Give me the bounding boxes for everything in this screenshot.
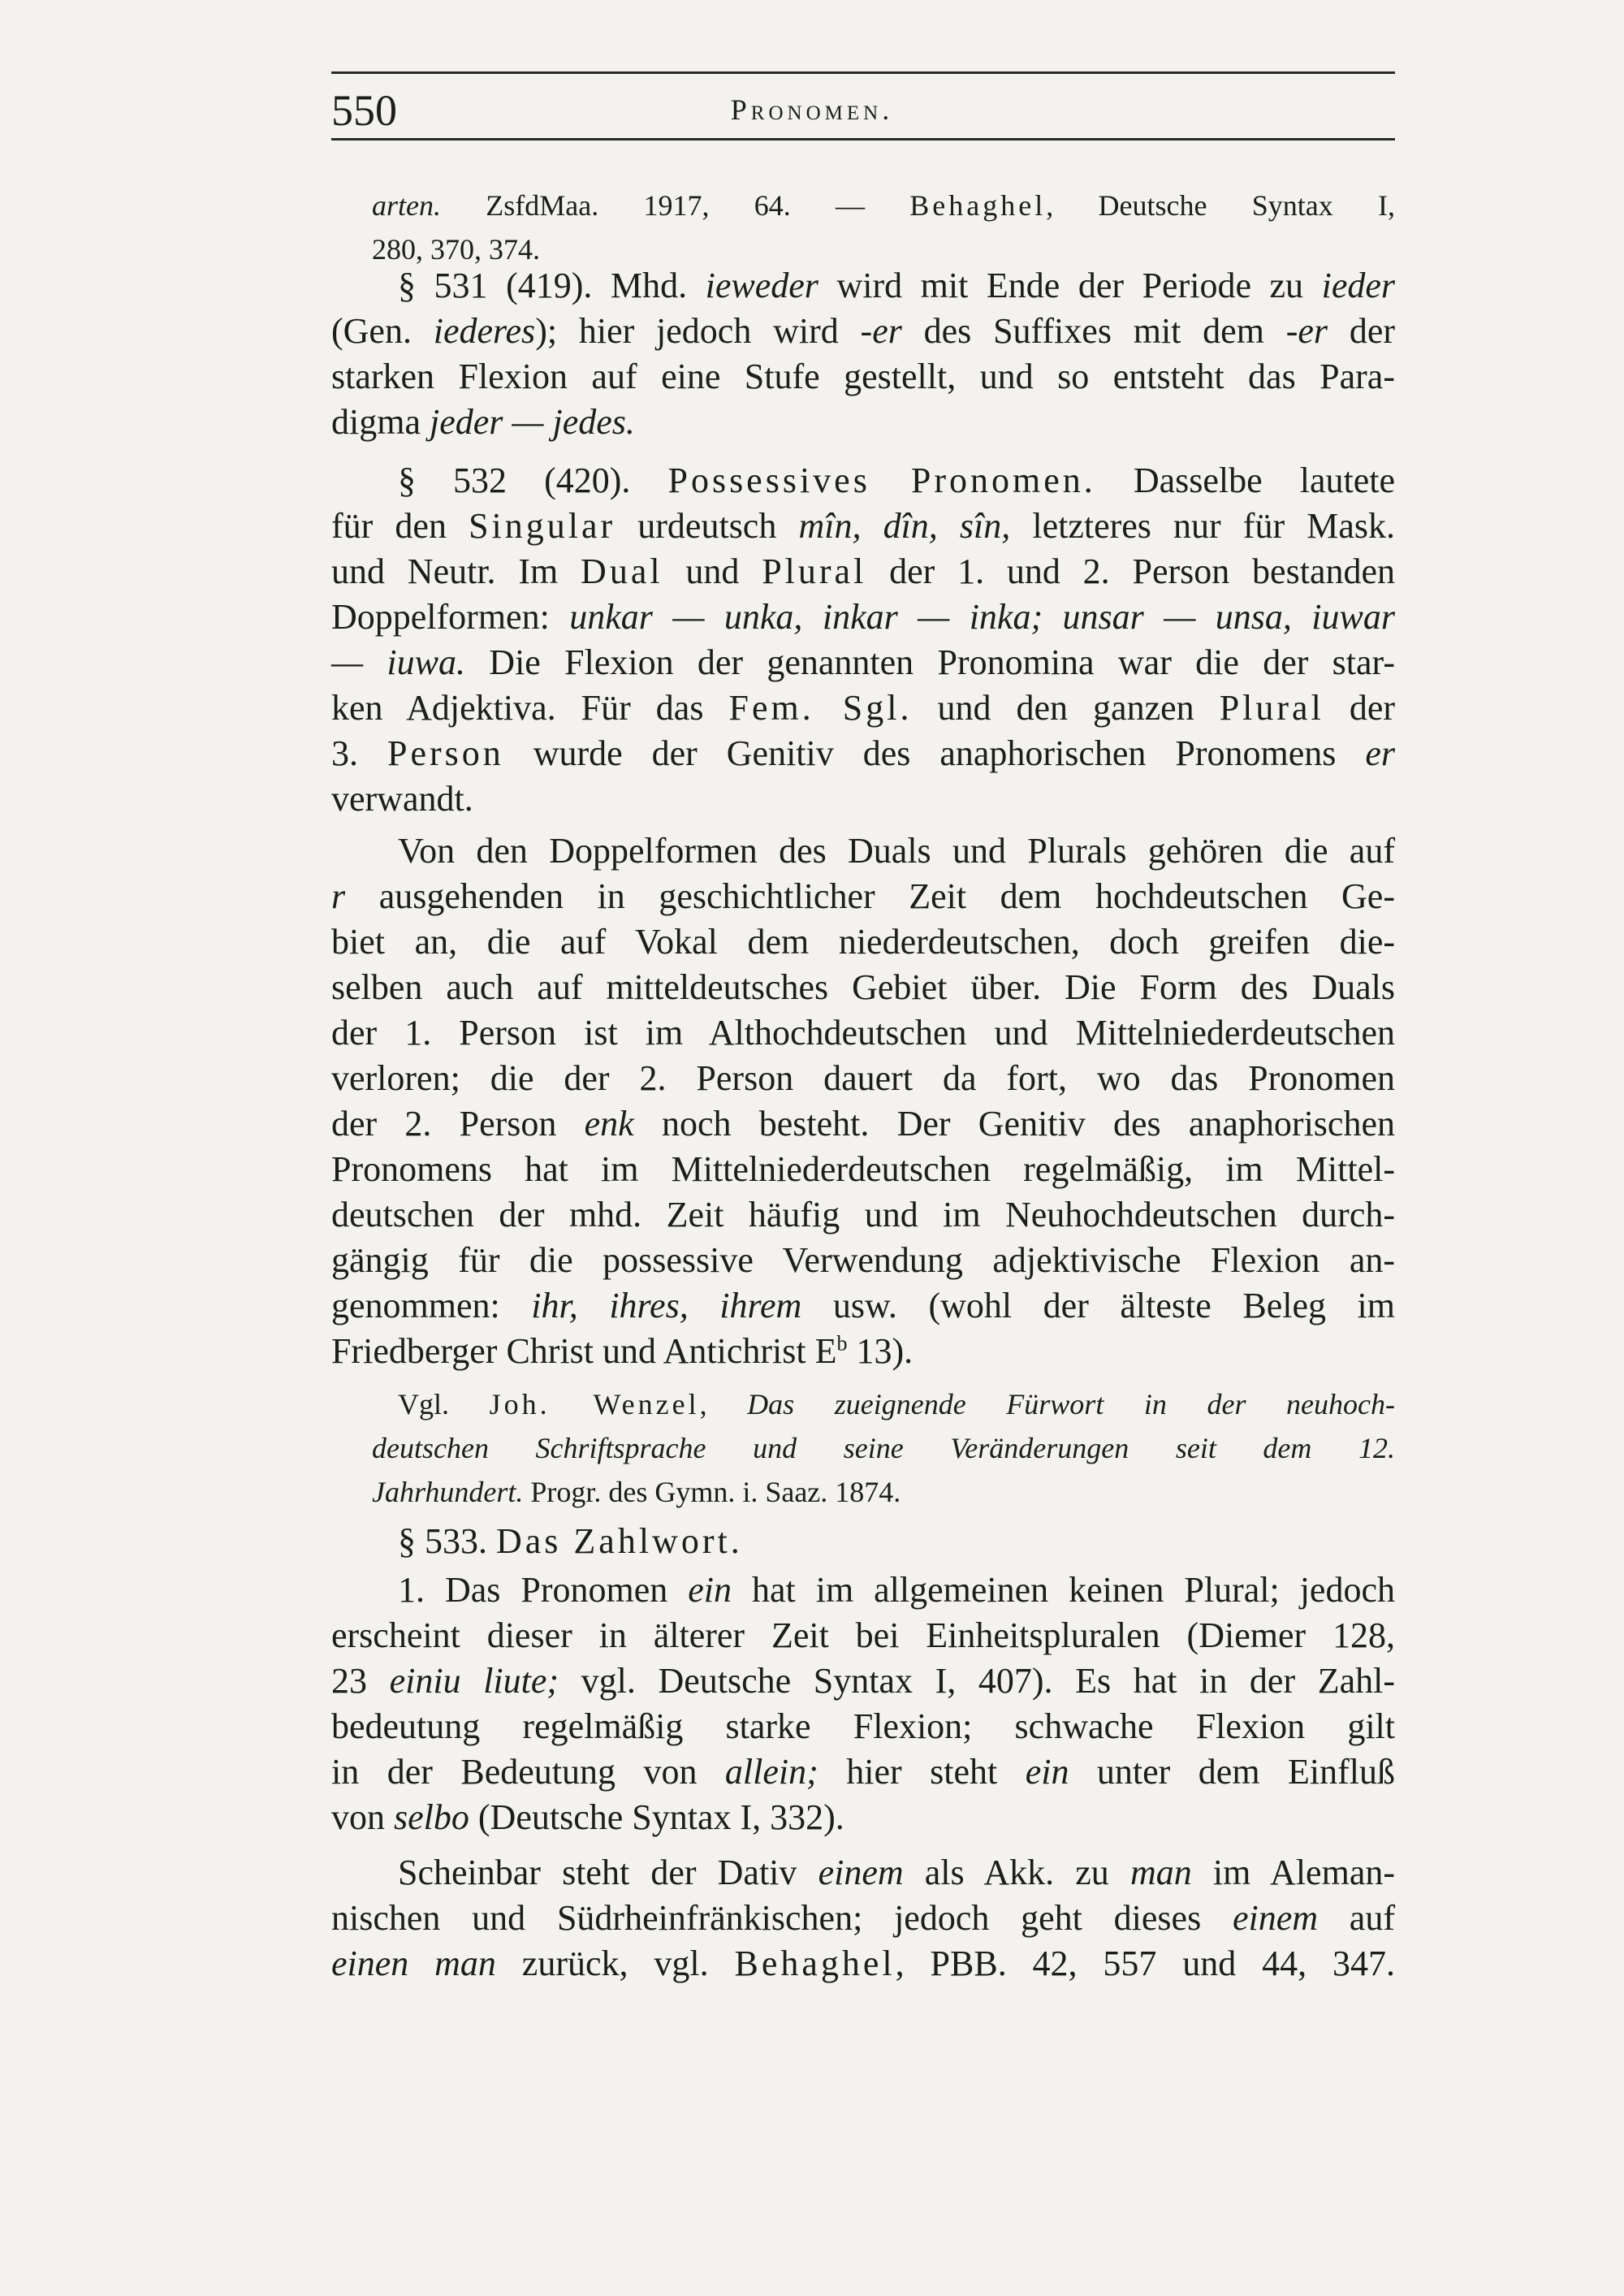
text-line: ken Adjektiva. Für das Fem. Sgl. und den ganzen Plural der: [331, 688, 1396, 728]
text-line: — iuwa. Die Flexion der genannten Pronomina war die der star-: [331, 642, 1395, 682]
text-line: genommen: ihr, ihres, ihrem usw. (wohl der älteste Beleg im: [331, 1286, 1395, 1325]
text-line: erscheint dieser in älterer Zeit bei Einheitspluralen (Diemer 128,: [331, 1615, 1395, 1655]
text-line: digma jeder — jedes.: [331, 402, 635, 442]
text-line: Pronomens hat im Mittelniederdeutschen regelmäßig, im Mittel-: [331, 1149, 1395, 1189]
text-line: in der Bedeutung von allein; hier steht ein unter dem Einfluß: [331, 1752, 1395, 1792]
text-line: 280, 370, 374.: [372, 233, 540, 266]
paragraph-doppelformen: [331, 828, 1395, 1374]
text-line: nischen und Südrheinfränkischen; jedoch geht dieses einem auf: [331, 1898, 1395, 1938]
text-line: r ausgehenden in geschichtlicher Zeit dem hochdeutschen Ge-: [331, 876, 1395, 916]
text-line: verwandt.: [331, 779, 473, 819]
section-533: [331, 1519, 1395, 1564]
running-title: Pronomen.: [730, 93, 894, 126]
text-line: und Neutr. Im Dual und Plural der 1. und 2. Person bestanden: [331, 551, 1395, 591]
header-rule-bottom: [331, 138, 1395, 141]
text-line: starken Flexion auf eine Stufe gestellt, und so entsteht das Para-: [331, 357, 1395, 396]
text-line: § 531 (419). Mhd. ieweder wird mit Ende der Periode zu ieder: [398, 266, 1395, 305]
text-line: Friedberger Christ und Antichrist $E^b$ 13).: [331, 1331, 914, 1371]
text-line: Vgl. Joh. Wenzel, Das zueignende Fürwort in der neuhoch-: [398, 1388, 1396, 1420]
text-line: Von den Doppelformen des Duals und Plurals gehören die auf: [398, 831, 1395, 871]
paragraph-einem: [331, 1850, 1395, 1987]
paragraph-ein: [331, 1567, 1395, 1840]
page-number: 550: [331, 86, 397, 135]
text-line: biet an, die auf Vokal dem niederdeutschen, doch greifen die-: [331, 922, 1395, 962]
section-531: [331, 263, 1395, 445]
text-line: für den Singular urdeutsch mîn, dîn, sîn, letzteres nur für Mask.: [331, 506, 1395, 546]
text-line: § 532 (420). Possessives Pronomen. Dasselbe lautete: [398, 460, 1395, 500]
text-line: bedeutung regelmäßig starke Flexion; schwache Flexion gilt: [331, 1706, 1395, 1746]
text-line: 3. Person wurde der Genitiv des anaphorischen Pronomens er: [331, 733, 1396, 773]
text-line: deutschen der mhd. Zeit häufig und im Neuhochdeutschen durch-: [331, 1195, 1395, 1234]
text-line: der 1. Person ist im Althochdeutschen und Mittelniederdeutschen: [331, 1013, 1395, 1053]
text-line: der 2. Person enk noch besteht. Der Genitiv des anaphorischen: [331, 1104, 1395, 1144]
section-heading: § 533. Das Zahlwort.: [398, 1521, 743, 1561]
text-line: 23 einiu liute; vgl. Deutsche Syntax I, 407). Es hat in der Zahl-: [331, 1661, 1395, 1701]
text-line: deutschen Schriftsprache und seine Veränderungen seit dem 12.: [372, 1432, 1395, 1464]
text-line: arten. ZsfdMaa. 1917, 64. — Behaghel, Deutsche Syntax I,: [372, 189, 1395, 222]
text-line: von selbo (Deutsche Syntax I, 332).: [331, 1797, 844, 1837]
text-line: Jahrhundert. Progr. des Gymn. i. Saaz. 1874.: [372, 1476, 901, 1508]
text-line: gängig für die possessive Verwendung adjektivische Flexion an-: [331, 1240, 1395, 1280]
header-rule-top: [331, 71, 1395, 74]
text-line: verloren; die der 2. Person dauert da fort, wo das Pronomen: [331, 1058, 1395, 1098]
text-line: Doppelformen: unkar — unka, inkar — inka; unsar — unsa, iuwar: [331, 597, 1396, 637]
text-line: (Gen. iederes); hier jedoch wird -er des Suffixes mit dem -er der: [331, 311, 1395, 351]
text-line: einen man zurück, vgl. Behaghel, PBB. 42, 557 und 44, 347.: [331, 1944, 1396, 1983]
text-line: Scheinbar steht der Dativ einem als Akk. zu man im Aleman-: [398, 1853, 1395, 1892]
literature-note-top: [331, 184, 1395, 271]
section-532: [331, 458, 1395, 822]
text-line: selben auch auf mitteldeutsches Gebiet über. Die Form des Duals: [331, 967, 1395, 1007]
literature-note-wenzel: [331, 1382, 1395, 1514]
text-line: 1. Das Pronomen ein hat im allgemeinen keinen Plural; jedoch: [398, 1570, 1395, 1610]
